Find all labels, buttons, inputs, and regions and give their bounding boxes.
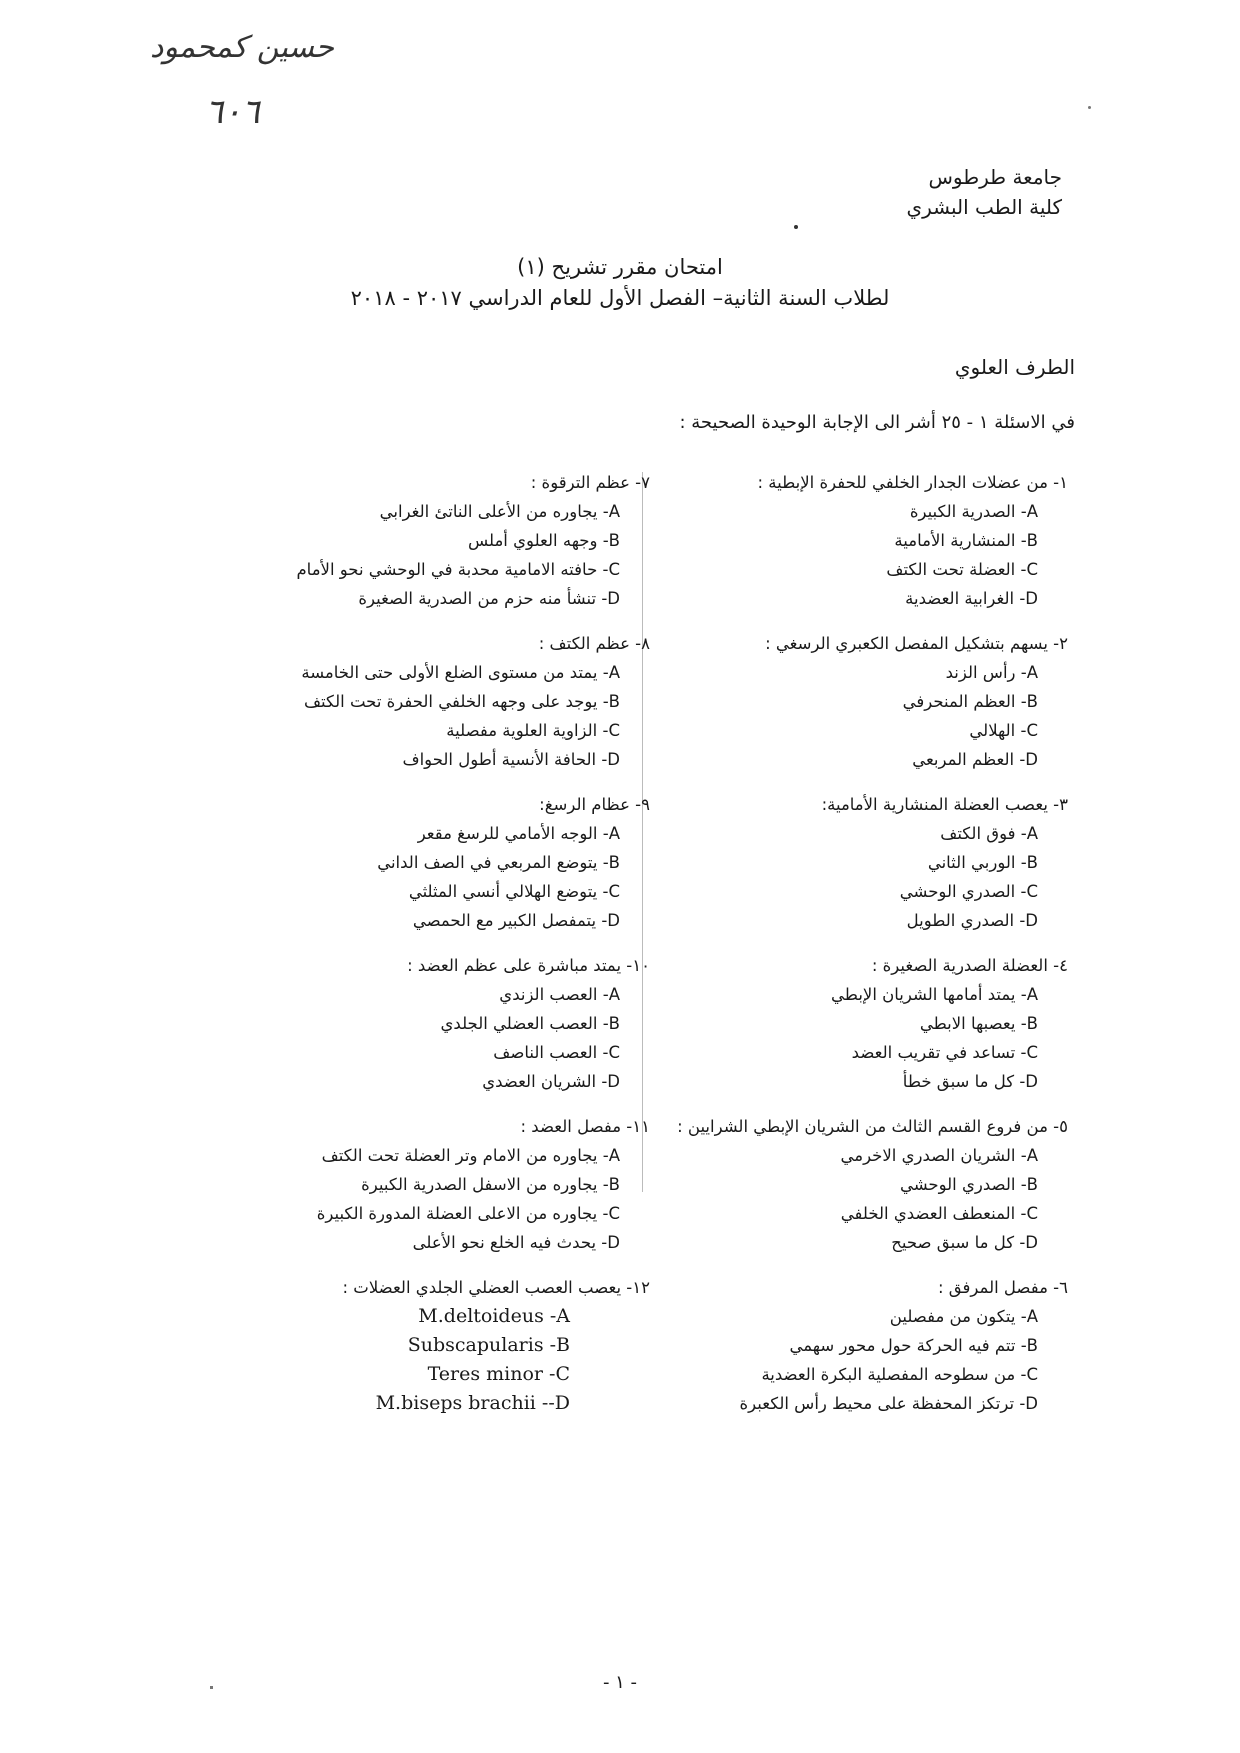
- option-letter: C: [608, 560, 620, 579]
- answer-option[interactable]: [250, 526, 620, 555]
- option-text: - الوربي الثاني: [927, 853, 1027, 872]
- option-text: - يجاوره من الامام وتر العضلة تحت الكتف: [321, 1146, 609, 1165]
- option-letter: B: [1026, 1175, 1038, 1194]
- answer-option[interactable]: [638, 848, 1038, 877]
- question: [250, 951, 650, 1096]
- option-letter: B: [1026, 1336, 1038, 1355]
- option-text: - الشريان الصدري الاخرمي: [840, 1146, 1027, 1165]
- option-text: - الهلالي: [969, 721, 1027, 740]
- option-text: - الوجه الأمامي للرسغ مقعر: [417, 824, 609, 843]
- question-stem: ٥- من فروع القسم الثالث من الشريان الإبطي الشرايين :: [677, 1117, 1068, 1136]
- option-text: - كل ما سبق صحيح: [891, 1233, 1026, 1252]
- option-text: - يعصبها الابطي: [919, 1014, 1027, 1033]
- option-text: - يوجد على وجهه الخلفي الحفرة تحت الكتف: [303, 692, 609, 711]
- option-letter: B: [608, 1014, 620, 1033]
- option-letter: A: [608, 824, 620, 843]
- question: [638, 629, 1068, 774]
- answer-option[interactable]: [638, 584, 1038, 613]
- answer-option[interactable]: [638, 1009, 1038, 1038]
- answer-option[interactable]: [250, 555, 620, 584]
- option-letter: A: [1026, 985, 1038, 1004]
- option-text: - الزاوية العلوية مفصلية: [446, 721, 609, 740]
- option-letter: D: [607, 911, 620, 930]
- answer-option[interactable]: [250, 1009, 620, 1038]
- answer-option[interactable]: [638, 745, 1038, 774]
- answer-option[interactable]: [638, 1067, 1038, 1096]
- answer-option[interactable]: [638, 1038, 1038, 1067]
- option-letter: C: [1026, 560, 1038, 579]
- questions-left-column: [250, 468, 650, 1434]
- answer-option[interactable]: [250, 980, 620, 1009]
- section-title: الطرف العلوي: [954, 355, 1075, 379]
- question-stem: ١٠- يمتد مباشرة على عظم العضد :: [407, 956, 650, 975]
- answer-option[interactable]: [250, 1170, 620, 1199]
- scan-speck: [794, 225, 798, 229]
- option-text: - العصب الناصف: [493, 1043, 609, 1062]
- university-name: جامعة طرطوس: [928, 165, 1062, 189]
- question-stem: ٢- يسهم بتشكيل المفصل الكعبري الرسغي :: [765, 634, 1068, 653]
- option-text: - يحدث فيه الخلع نحو الأعلى: [412, 1233, 608, 1252]
- answer-option[interactable]: [250, 1038, 620, 1067]
- option-letter: C: [1026, 721, 1038, 740]
- option-letter: D: [1025, 1394, 1038, 1413]
- option-text: - يجاوره من الأعلى الناتئ الغرابي: [379, 502, 609, 521]
- option-text: - العصب الزندي: [499, 985, 609, 1004]
- option-letter: C: [608, 721, 620, 740]
- scan-speck: [210, 1686, 213, 1689]
- questions-right-column: [638, 468, 1068, 1434]
- option-text: - حافته الامامية محدبة في الوحشي نحو الأمام: [296, 560, 609, 579]
- option-text: - العظم المربعي: [912, 750, 1026, 769]
- answer-option[interactable]: [638, 1389, 1038, 1418]
- option-letter: B: [1026, 692, 1038, 711]
- question-stem: ٨- عظم الكتف :: [538, 634, 650, 653]
- option-text: - المنشارية الأمامية: [894, 531, 1027, 550]
- option-letter: D: [607, 589, 620, 608]
- option-text: - وجهه العلوي أملس: [467, 531, 609, 550]
- answer-option[interactable]: [638, 906, 1038, 935]
- question: [250, 629, 650, 774]
- option-text: - تساعد في تقريب العضد: [851, 1043, 1027, 1062]
- answer-option[interactable]: [638, 526, 1038, 555]
- answer-option[interactable]: [638, 877, 1038, 906]
- answer-option[interactable]: [638, 819, 1038, 848]
- answer-option[interactable]: [638, 1199, 1038, 1228]
- answer-option[interactable]: [638, 1360, 1038, 1389]
- option-text: - العضلة تحت الكتف: [886, 560, 1027, 579]
- answer-option[interactable]: [638, 1141, 1038, 1170]
- scan-speck: [1088, 106, 1091, 109]
- option-letter: C: [608, 1043, 620, 1062]
- option-text: - يتوضع الهلالي أنسي المثلثي: [408, 882, 609, 901]
- option-text: - من سطوحه المفصلية البكرة العضدية: [761, 1365, 1027, 1384]
- option-text: - يمتد أمامها الشريان الإبطي: [831, 985, 1027, 1004]
- question: [638, 951, 1068, 1096]
- question: [250, 1112, 650, 1257]
- answer-option[interactable]: [638, 555, 1038, 584]
- answer-option[interactable]: [638, 1331, 1038, 1360]
- question-stem: ١- من عضلات الجدار الخلفي للحفرة الإبطية :: [757, 473, 1068, 492]
- option-text: - كل ما سبق خطأ: [902, 1072, 1026, 1091]
- answer-option[interactable]: [250, 584, 620, 613]
- option-letter: B: [1026, 853, 1038, 872]
- answer-option[interactable]: [250, 687, 620, 716]
- page-number: - ١ -: [602, 1672, 638, 1693]
- answer-option[interactable]: [638, 658, 1038, 687]
- option-text: - يتوضع المربعي في الصف الداني: [377, 853, 609, 872]
- option-text: - يتكون من مفصلين: [889, 1307, 1027, 1326]
- option-letter: C: [1026, 1043, 1038, 1062]
- option-letter: B: [608, 1175, 620, 1194]
- answer-option[interactable]: M.biseps brachii --D: [375, 1392, 570, 1414]
- option-letter: C: [608, 1204, 620, 1223]
- option-letter: A: [608, 663, 620, 682]
- option-letter: D: [607, 1233, 620, 1252]
- answer-option[interactable]: Subscapularis -B: [407, 1334, 570, 1356]
- option-text: - الصدري الوحشي: [899, 882, 1027, 901]
- instructions: في الاسئلة ١ - ٢٥ أشر الى الإجابة الوحيدة الصحيحة :: [679, 412, 1075, 433]
- answer-option[interactable]: [250, 1199, 620, 1228]
- option-letter: B: [608, 531, 620, 550]
- answer-option[interactable]: [250, 848, 620, 877]
- answer-option[interactable]: Teres minor -C: [427, 1363, 570, 1385]
- question: [250, 790, 650, 935]
- answer-option[interactable]: [250, 1067, 620, 1096]
- answer-option[interactable]: [250, 716, 620, 745]
- question: [638, 1273, 1068, 1418]
- option-text: - الصدري الوحشي: [899, 1175, 1027, 1194]
- option-letter: C: [1026, 882, 1038, 901]
- answer-option[interactable]: [638, 687, 1038, 716]
- option-text: - الصدري الطويل: [906, 911, 1026, 930]
- option-letter: B: [608, 692, 620, 711]
- answer-option[interactable]: [250, 906, 620, 935]
- option-letter: A: [608, 502, 620, 521]
- option-text: - يجاوره من الاسفل الصدرية الكبيرة: [361, 1175, 609, 1194]
- answer-option[interactable]: [638, 497, 1038, 526]
- question: [638, 790, 1068, 935]
- handwritten-number: ٦٠٦: [205, 92, 260, 132]
- option-text: - الشريان العضدي: [482, 1072, 608, 1091]
- question: [638, 468, 1068, 613]
- answer-option[interactable]: [250, 877, 620, 906]
- answer-option[interactable]: [250, 1228, 620, 1257]
- answer-option[interactable]: [250, 1141, 620, 1170]
- option-text: - الحافة الأنسية أطول الحواف: [402, 750, 608, 769]
- option-letter: C: [608, 882, 620, 901]
- option-text: - ترتكز المحفظة على محيط رأس الكعبرة: [739, 1394, 1026, 1413]
- option-letter: D: [1025, 1233, 1038, 1252]
- question-stem: ٩- عظام الرسغ:: [539, 795, 650, 814]
- option-letter: C: [1026, 1365, 1038, 1384]
- question-stem: ٦- مفصل المرفق :: [937, 1278, 1068, 1297]
- option-text: - العظم المنحرفي: [902, 692, 1027, 711]
- answer-option[interactable]: [250, 658, 620, 687]
- option-letter: D: [607, 750, 620, 769]
- option-letter: D: [1025, 750, 1038, 769]
- option-letter: A: [1026, 1307, 1038, 1326]
- exam-title: امتحان مقرر تشريح (١): [517, 255, 723, 279]
- answer-option[interactable]: [250, 819, 620, 848]
- answer-option[interactable]: [250, 497, 620, 526]
- option-letter: D: [1025, 911, 1038, 930]
- option-text: - يتمفصل الكبير مع الحمصي: [412, 911, 608, 930]
- option-letter: A: [1026, 502, 1038, 521]
- answer-option[interactable]: [638, 716, 1038, 745]
- option-text: - تتم فيه الحركة حول محور سهمي: [789, 1336, 1027, 1355]
- option-letter: A: [1026, 663, 1038, 682]
- option-text: - يجاوره من الاعلى العضلة المدورة الكبيرة: [316, 1204, 609, 1223]
- option-text: - تنشأ منه حزم من الصدرية الصغيرة: [358, 589, 608, 608]
- option-letter: B: [608, 853, 620, 872]
- question: [250, 468, 650, 613]
- option-text: - المنعطف العضدي الخلفي: [840, 1204, 1027, 1223]
- question-stem: ٤- العضلة الصدرية الصغيرة :: [871, 956, 1068, 975]
- answer-option[interactable]: [638, 1170, 1038, 1199]
- answer-option[interactable]: [638, 1228, 1038, 1257]
- option-text: - الغرابية العضدية: [905, 589, 1026, 608]
- question-stem: ٣- يعصب العضلة المنشارية الأمامية:: [821, 795, 1068, 814]
- question: [250, 1273, 650, 1418]
- option-letter: D: [1025, 1072, 1038, 1091]
- option-letter: A: [608, 985, 620, 1004]
- option-text: - رأس الزند: [945, 663, 1027, 682]
- option-letter: B: [1026, 531, 1038, 550]
- question-stem: ١٢- يعصب العصب العضلي الجلدي العضلات :: [342, 1278, 650, 1297]
- option-letter: D: [607, 1072, 620, 1091]
- question-stem: ١١- مفصل العضد :: [520, 1117, 650, 1136]
- answer-option[interactable]: [638, 980, 1038, 1009]
- option-text: - فوق الكتف: [940, 824, 1027, 843]
- exam-subtitle: لطلاب السنة الثانية– الفصل الأول للعام الدراسي ٢٠١٧ - ٢٠١٨: [350, 286, 890, 310]
- question: [638, 1112, 1068, 1257]
- option-letter: A: [608, 1146, 620, 1165]
- option-letter: B: [1026, 1014, 1038, 1033]
- answer-option[interactable]: [638, 1302, 1038, 1331]
- question-stem: ٧- عظم الترقوة :: [530, 473, 650, 492]
- option-text: - يمتد من مستوى الضلع الأولى حتى الخامسة: [301, 663, 609, 682]
- option-letter: C: [1026, 1204, 1038, 1223]
- option-letter: D: [1025, 589, 1038, 608]
- college-name: كلية الطب البشري: [906, 195, 1062, 219]
- option-text: - الصدرية الكبيرة: [909, 502, 1027, 521]
- handwritten-name: حسين كمحمود: [150, 30, 334, 65]
- option-letter: A: [1026, 824, 1038, 843]
- answer-option[interactable]: [250, 745, 620, 774]
- option-letter: A: [1026, 1146, 1038, 1165]
- option-text: - العصب العضلي الجلدي: [440, 1014, 609, 1033]
- answer-option[interactable]: M.deltoideus -A: [418, 1305, 570, 1327]
